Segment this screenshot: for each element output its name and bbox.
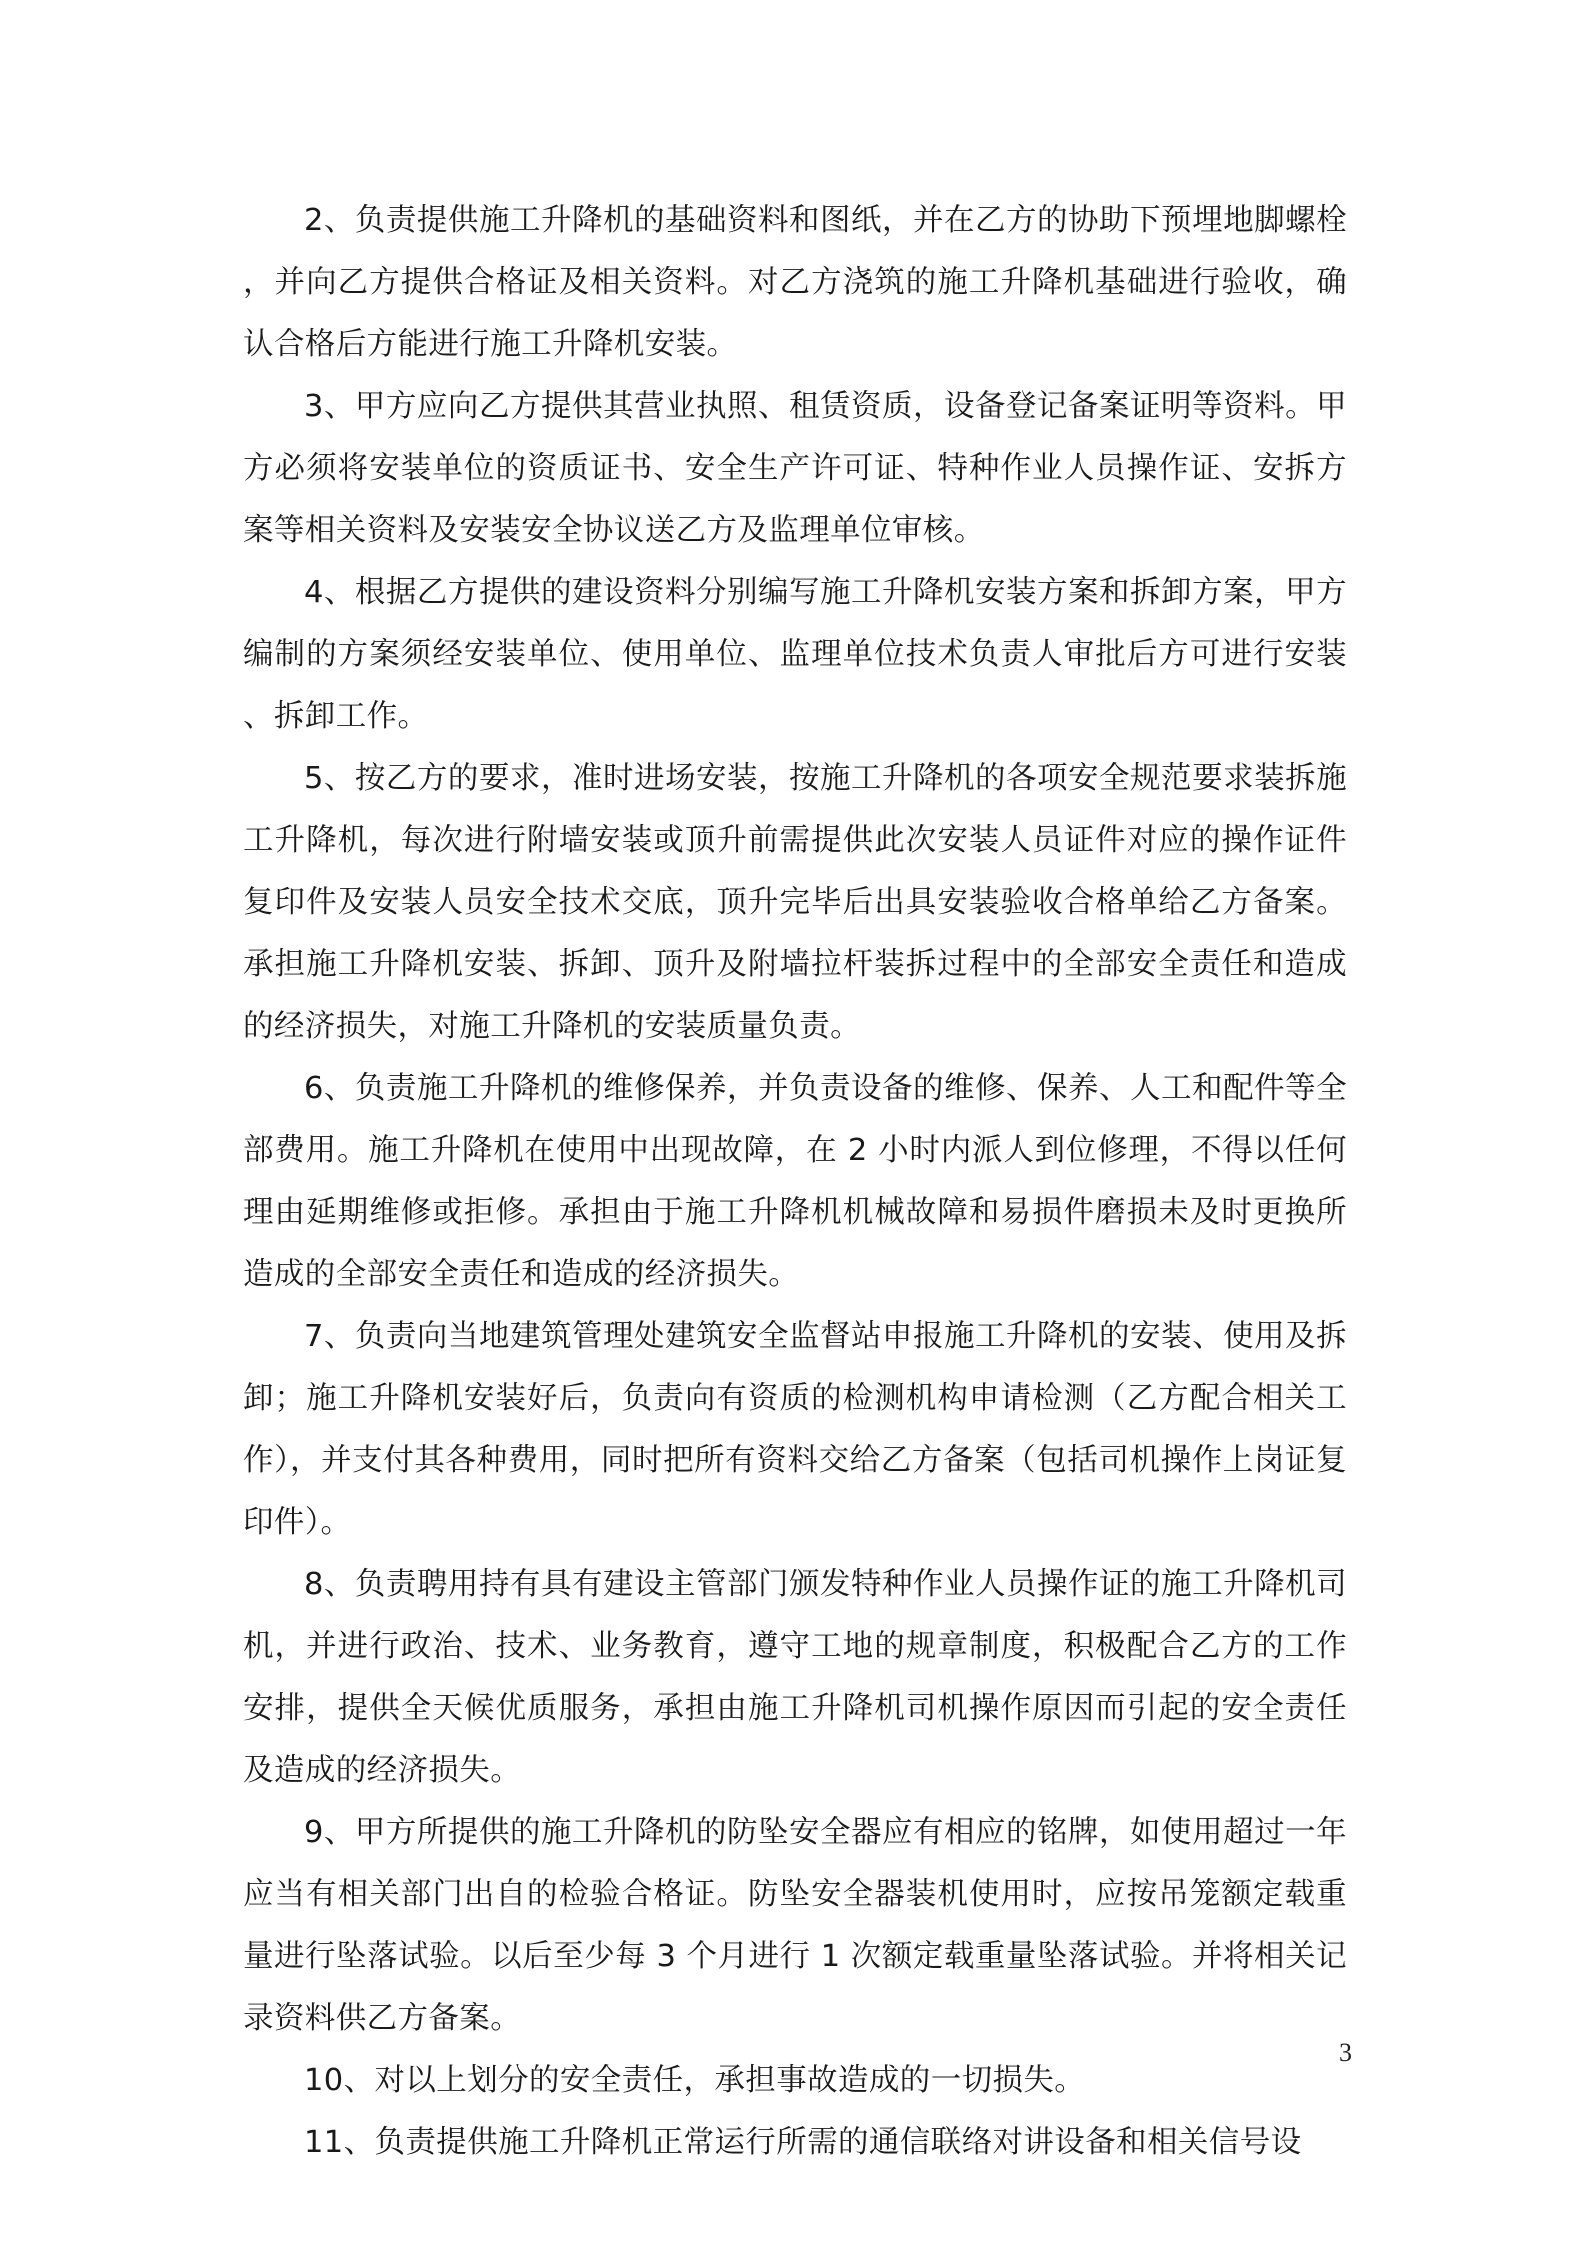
clause-8-paragraph: 8、负责聘用持有具有建设主管部门颁发特种作业人员操作证的施工升降机司机，并进行政治、技术、业务教育，遵守工地的规章制度，积极配合乙方的工作安排，提供全天候优质服务，承担由施工升降机司机操作原因而引起的安全责任及造成的经济损失。 bbox=[243, 1567, 1347, 1788]
clause-5-paragraph: 5、按乙方的要求，准时进场安装，按施工升降机的各项安全规范要求装拆施工升降机，每次进行附墙安装或顶升前需提供此次安装人员证件对应的操作证件复印件及安装人员安全技术交底，顶升完毕后出具安装验收合格单给乙方备案。承担施工升降机安装、拆卸、顶升及附墙拉杆装拆过程中的全部安全责任和造成的经济损失，对施工升降机的安装质量负责。 bbox=[243, 761, 1347, 1044]
clause-11-paragraph: 11、负责提供施工升降机正常运行所需的通信联络对讲设备和相关信号设 bbox=[304, 2125, 1302, 2160]
clause-7-paragraph: 7、负责向当地建筑管理处建筑安全监督站申报施工升降机的安装、使用及拆卸；施工升降机安装好后，负责向有资质的检测机构申请检测（乙方配合相关工作），并支付其各种费用，同时把所有资料交给乙方备案（包括司机操作上岗证复印件）。 bbox=[243, 1319, 1347, 1540]
clause-3-paragraph: 3、甲方应向乙方提供其营业执照、租赁资质，设备登记备案证明等资料。甲方必须将安装单位的资质证书、安全生产许可证、特种作业人员操作证、安拆方案等相关资料及安装安全协议送乙方及监理单位审核。 bbox=[243, 389, 1347, 548]
clause-4-paragraph: 4、根据乙方提供的建设资料分别编写施工升降机安装方案和拆卸方案，甲方编制的方案须经安装单位、使用单位、监理单位技术负责人审批后方可进行安装、拆卸工作。 bbox=[243, 575, 1347, 734]
clause-2-paragraph: 2、负责提供施工升降机的基础资料和图纸，并在乙方的协助下预埋地脚螺栓，并向乙方提供合格证及相关资料。对乙方浇筑的施工升降机基础进行验收，确认合格后方能进行施工升降机安装。 bbox=[243, 203, 1347, 362]
clause-6-paragraph: 6、负责施工升降机的维修保养，并负责设备的维修、保养、人工和配件等全部费用。施工升降机在使用中出现故障，在 2 小时内派人到位修理，不得以任何理由延期维修或拒修。承担由于施工升降机机械故障和易损件磨损未及时更换所造成的全部安全责任和造成的经济损失。 bbox=[243, 1071, 1347, 1292]
clause-9-paragraph: 9、甲方所提供的施工升降机的防坠安全器应有相应的铭牌，如使用超过一年应当有相关部门出自的检验合格证。防坠安全器装机使用时，应按吊笼额定载重量进行坠落试验。以后至少每 3 个月进行 1 次额定载重量坠落试验。并将相关记录资料供乙方备案。 bbox=[243, 1815, 1347, 2036]
page-body bbox=[243, 190, 1347, 2174]
page-number: 3 bbox=[1339, 2038, 1352, 2067]
clause-10-paragraph: 10、对以上划分的安全责任，承担事故造成的一切损失。 bbox=[304, 2063, 1086, 2098]
